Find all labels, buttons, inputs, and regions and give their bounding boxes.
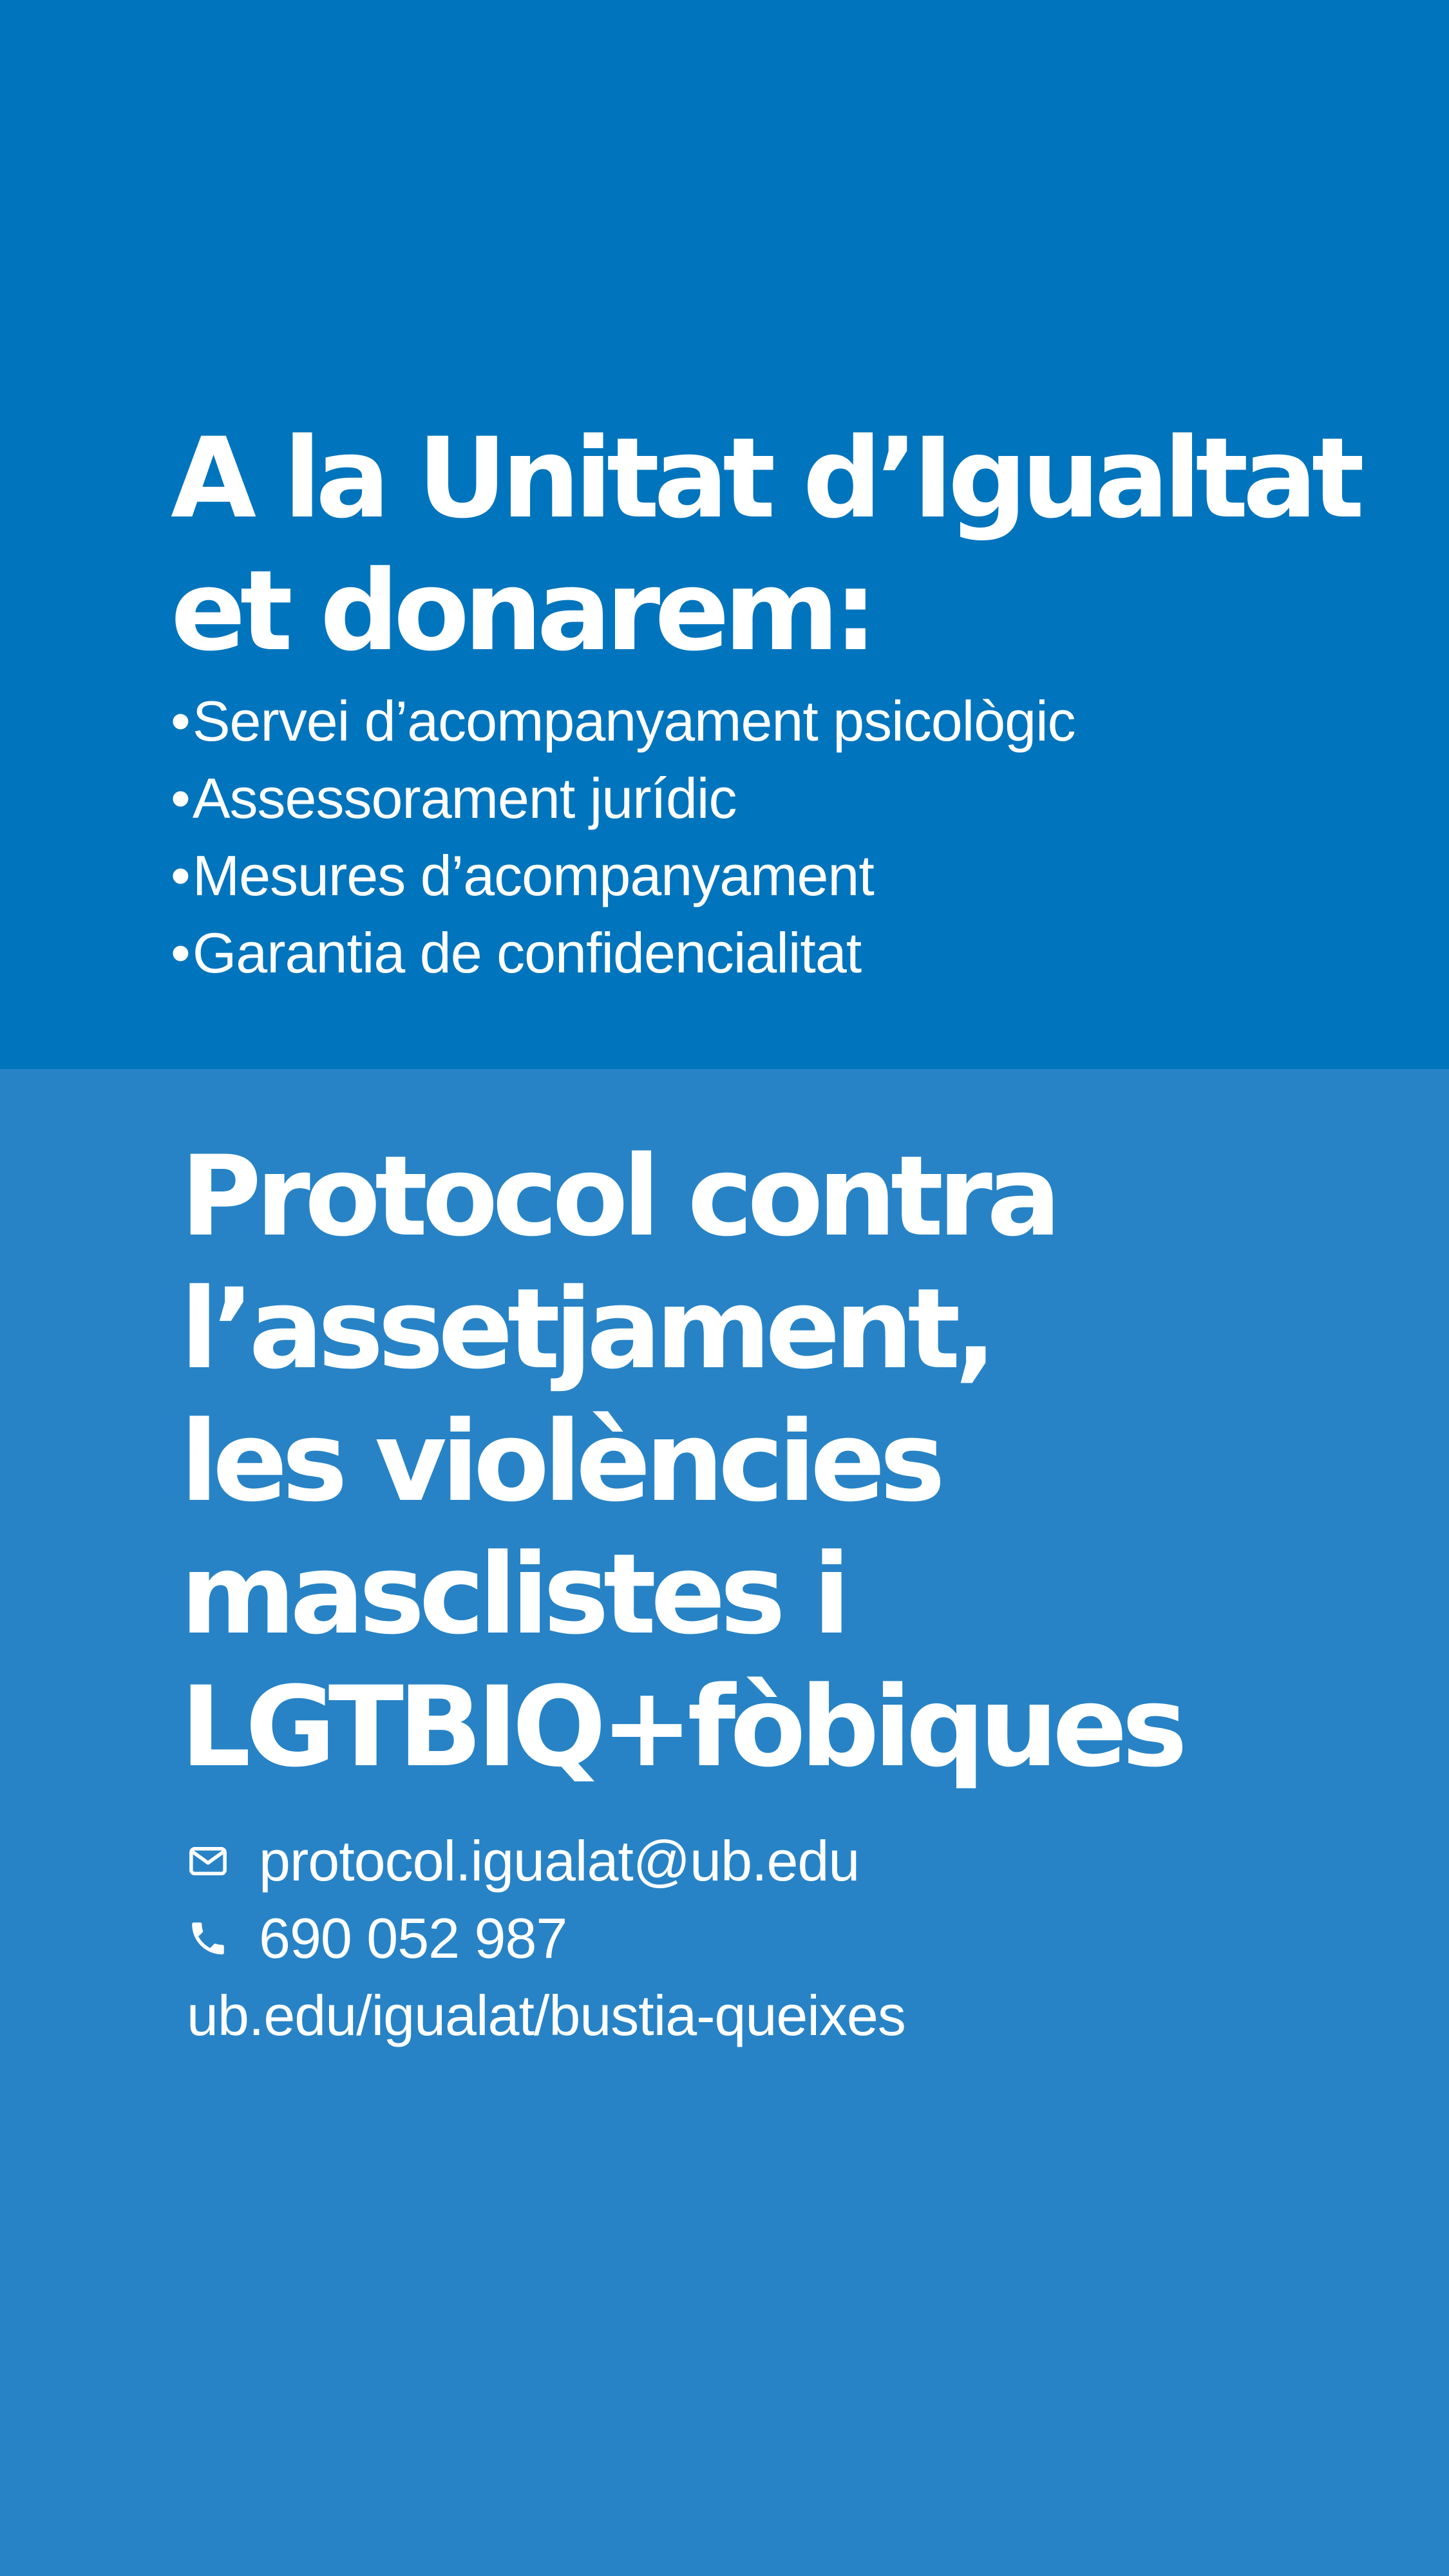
headline-line: et donarem: [171, 546, 873, 676]
protocol-title [180, 1130, 1182, 1794]
services-headline [171, 412, 1359, 677]
email-row[interactable] [187, 1823, 905, 1900]
service-label: Garantia de confidencialitat [192, 921, 862, 985]
list-item [171, 683, 1075, 760]
service-label: Servei d’acompanyament psicològic [192, 689, 1075, 753]
service-label: Mesures d’acompanyament [192, 844, 874, 907]
list-item [171, 837, 1075, 914]
list-item [171, 760, 1075, 837]
mail-icon [187, 1840, 229, 1882]
list-item [171, 914, 1075, 992]
title-line: l’assetjament, [180, 1264, 991, 1394]
bullet: • [171, 689, 190, 753]
url-row[interactable] [187, 1977, 905, 2054]
contact-info [187, 1823, 905, 2054]
complaints-url-link[interactable]: ub.edu/igualat/bustia-queixes [187, 1984, 905, 2047]
bullet: • [171, 921, 190, 985]
title-line: les violències [180, 1397, 940, 1526]
title-line: Protocol contra [180, 1132, 1056, 1261]
phone-number[interactable]: 690 052 987 [259, 1906, 567, 1970]
title-line: LGTBIQ+fòbiques [180, 1662, 1182, 1792]
services-list [171, 683, 1075, 992]
phone-row[interactable] [187, 1900, 905, 1977]
bullet: • [171, 844, 190, 907]
services-panel [0, 0, 1449, 1069]
email-link[interactable]: protocol.igualat@ub.edu [259, 1829, 860, 1893]
title-line: masclistes i [180, 1530, 846, 1659]
phone-icon [187, 1917, 229, 1960]
bullet: • [171, 766, 190, 830]
service-label: Assessorament jurídic [192, 766, 737, 830]
headline-line: A la Unitat d’Igualtat [171, 413, 1359, 543]
